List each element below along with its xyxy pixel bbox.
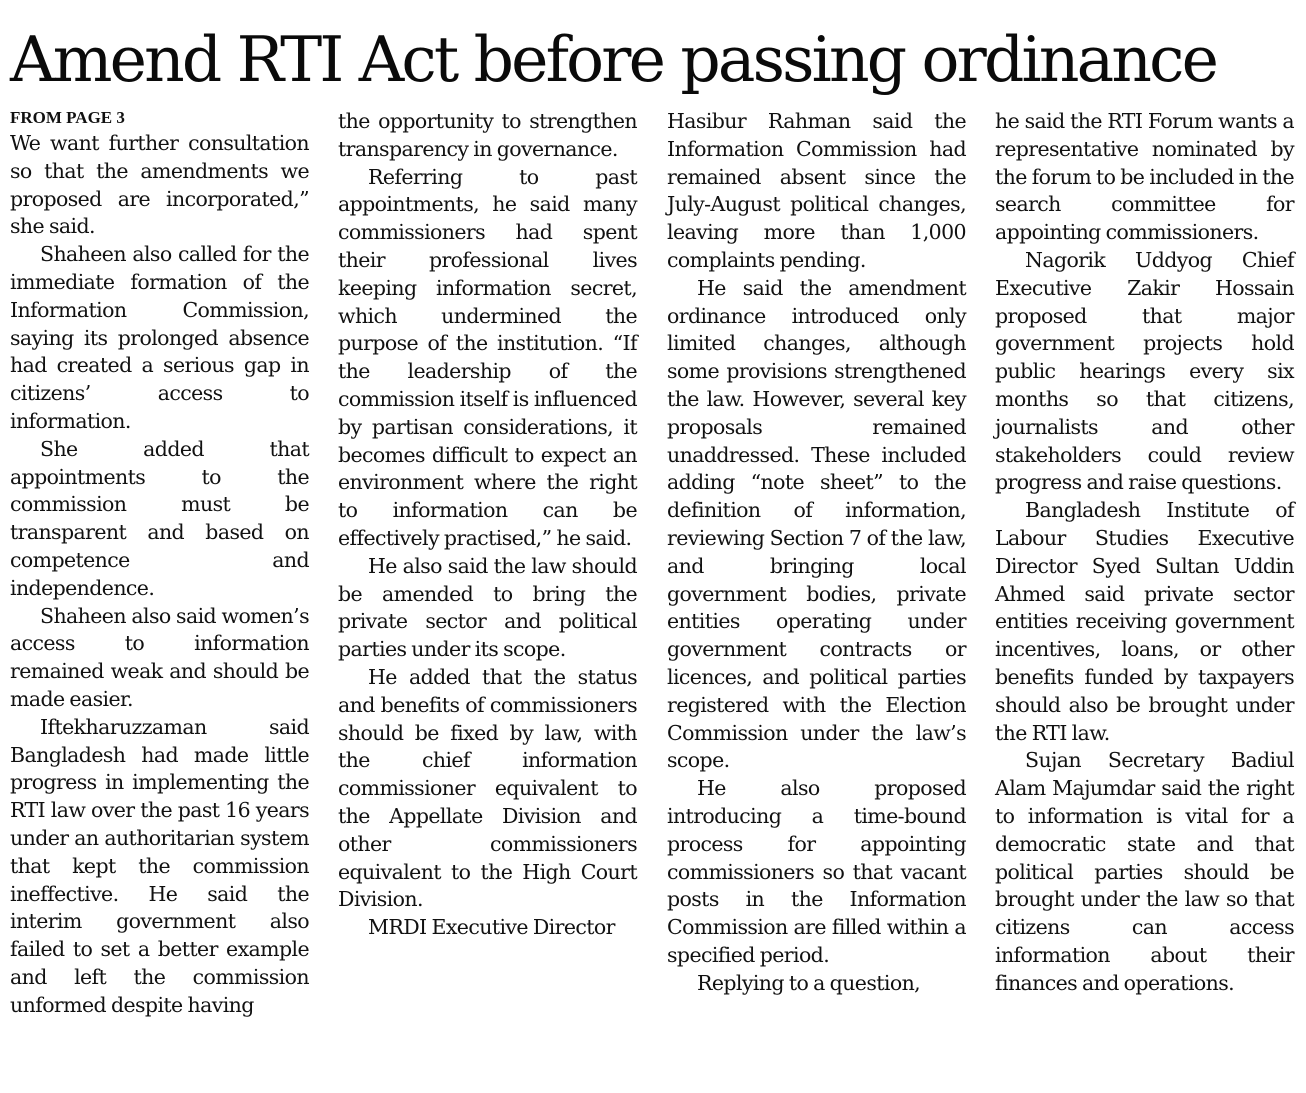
paragraph: She added that appointments to the commission must be transparent and based on competence and independence.: [10, 436, 309, 600]
paragraph: Replying to a question,: [697, 970, 921, 995]
paragraph: he said the RTI Forum wants a representative nominated by the forum to be included in the search committee for appointing commissioners.: [995, 109, 1294, 245]
paragraph: the opportunity to strengthen transparency in governance.: [338, 109, 637, 161]
paragraph: Shaheen also called for the immediate formation of the Information Commission, saying its prolonged absence had created a serious gap in citizens’ access to information.: [10, 242, 309, 433]
paragraph: Hasibur Rahman said the Information Commission had remained absent since the July-August political changes, leaving more than 1,000 complaints pending.: [667, 109, 966, 272]
headline: Amend RTI Act before passing ordinance: [10, 23, 1217, 96]
paragraph: Iftekharuzzaman said Bangladesh had made little progress in implementing the RTI law over the past 16 years under an authoritarian system that kept the commission ineffective. He said the interim government also failed to set a better example and left the commission unformed despite having: [10, 714, 309, 1017]
paragraph: He added that the status and benefits of commissioners should be fixed by law, with the chief information commissioner equivalent to the Appellate Division and other commissioners equivalent to the High Court Division.: [338, 664, 637, 912]
article-column-4: [995, 108, 1294, 998]
paragraph: Shaheen also said women’s access to information remained weak and should be made easier.: [10, 603, 309, 711]
paragraph: Sujan Secretary Badiul Alam Majumdar said the right to information is vital for a democratic state and that political parties should be brought under the law so that citizens can access information about their finances and operations.: [995, 748, 1294, 995]
article-column-1: [10, 130, 309, 1020]
paragraph: MRDI Executive Director: [368, 915, 615, 940]
paragraph: Nagorik Uddyog Chief Executive Zakir Hossain proposed that major government projects hold public hearings every six months so that citizens, journalists and other stakeholders could review progress and raise questions.: [995, 247, 1294, 495]
paragraph: He said the amendment ordinance introduced only limited changes, although some provisions strengthened the law. However, several key proposals remained unaddressed. These included adding “note sheet” to the definition of information, reviewing Section 7 of the law, and bringing local government bodies, private entities operating under government contracts or licences, and political parties registered with the Election Commission under the law’s scope.: [667, 275, 966, 773]
paragraph: Bangladesh Institute of Labour Studies Executive Director Syed Sultan Uddin Ahmed said private sector entities receiving government incentives, loans, or other benefits funded by taxpayers should also be brought under the RTI law.: [995, 498, 1294, 745]
paragraph: Referring to past appointments, he said many commissioners had spent their professional lives keeping information secret, which undermined the purpose of the institution. “If the leadership of the commission itself is influenced by partisan considerations, it becomes difficult to expect an environment where the right to information can be effectively practised,” he said.: [338, 164, 637, 550]
article-column-3: [667, 108, 966, 998]
paragraph: He also said the law should be amended to bring the private sector and political parties under its scope.: [338, 553, 637, 662]
article-column-2: [338, 108, 637, 942]
kicker-from-page: FROM PAGE 3: [10, 108, 125, 127]
paragraph: He also proposed introducing a time-bound process for appointing commissioners so that vacant posts in the Information Commission are filled within a specified period.: [667, 776, 966, 967]
paragraph: We want further consultation so that the amendments we proposed are incorporated,” she said.: [10, 131, 309, 239]
